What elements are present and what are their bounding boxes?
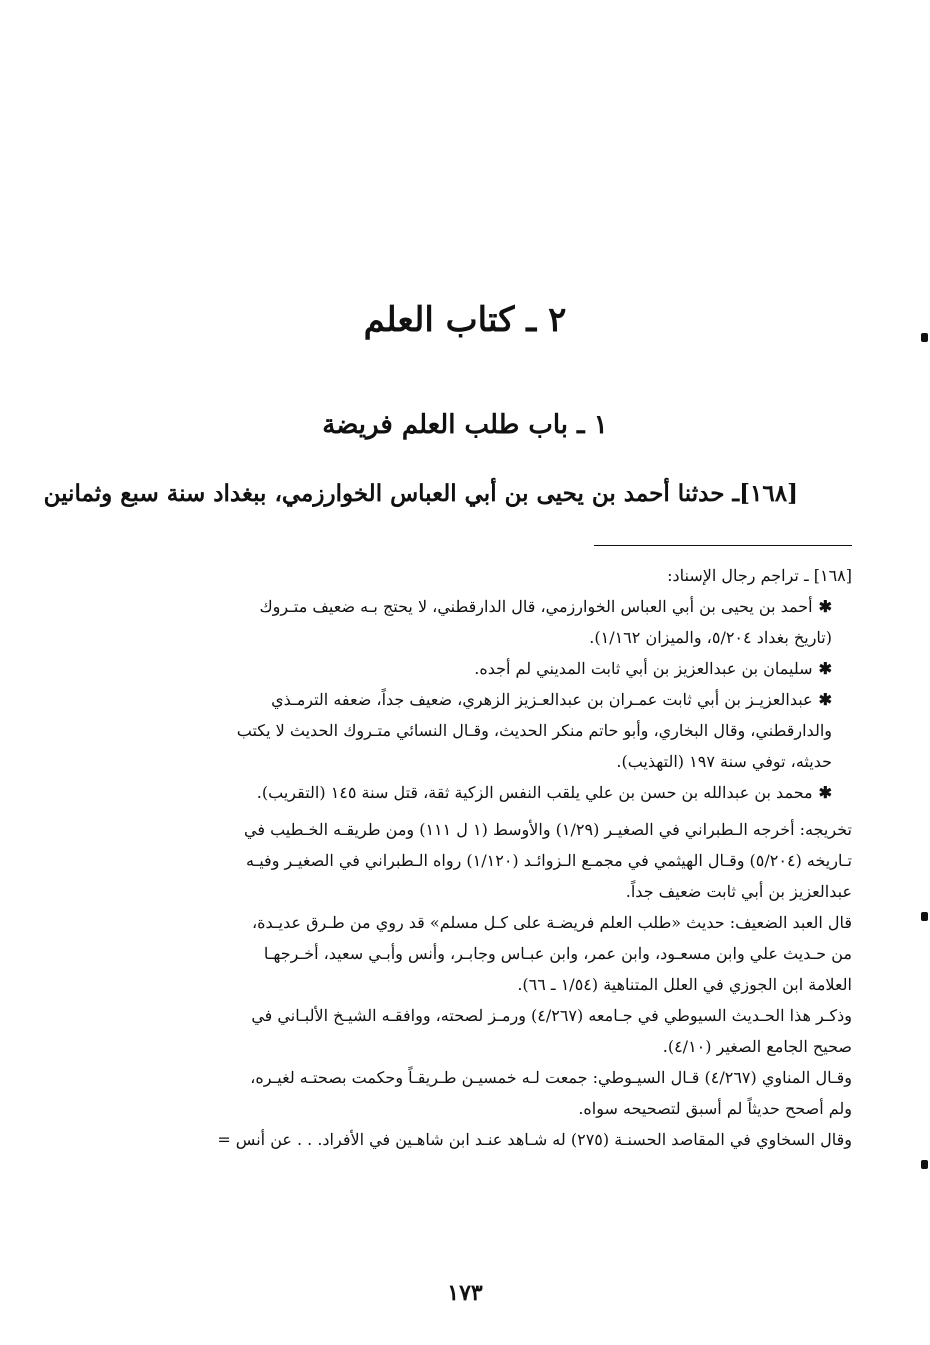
book-title: ٢ ـ كتاب العلم xyxy=(363,300,567,340)
commentary-line: وقـال المناوي (٤/٢٦٧) قـال السيـوطي: جمعت لـه خمسيـن طـريقـاً وحكمت بصحتـه لغيـره، xyxy=(250,1068,852,1087)
scan-edge-mark xyxy=(921,1160,928,1169)
commentary-line: العلامة ابن الجوزي في العلل المتناهية (١/٥٤ ـ ٦٦). xyxy=(517,975,852,994)
hadith-text: [١٦٨]ـ حدثنا أحمد بن يحيى بن أبي العباس الخوارزمي، ببغداد سنة سبع وثمانين xyxy=(43,480,798,507)
commentary-paragraph xyxy=(52,1000,852,1062)
narrator-entry xyxy=(52,653,852,684)
asterisk-icon: ✱ xyxy=(818,597,832,616)
commentary-line: وذكـر هذا الحـديث السيوطي في جـامعه (٤/٢٦٧) ورمـز لصحته، ووافقـه الشيـخ الألبـاني في xyxy=(251,1006,852,1025)
asterisk-icon: ✱ xyxy=(818,783,832,802)
footnote-heading: [١٦٨] ـ تراجم رجال الإسناد: xyxy=(667,566,852,585)
narrator-line: حديثه، توفي سنة ١٩٧ (التهذيب). xyxy=(616,752,832,771)
takhrij-paragraph xyxy=(52,814,852,907)
commentary-paragraph xyxy=(52,907,852,1000)
takhrij-line: تخريجه: أخرجه الـطبراني في الصغيـر (١/٢٩) والأوسط (١ ل ١١١) ومن طريقـه الخـطيب في xyxy=(244,820,852,839)
narrator-line: (تاريخ بغداد ٥/٢٠٤، والميزان ١/١٦٢). xyxy=(589,628,832,647)
asterisk-icon: ✱ xyxy=(818,690,832,709)
footnote-divider xyxy=(594,545,852,546)
commentary-line: من حـديث علي وابن مسعـود، وابن عمر، وابن عبـاس وجابـر، وأنس وأبـي سعيد، أخـرجهـا xyxy=(263,944,852,963)
commentary-line: وقال السخاوي في المقاصد الحسنـة (٢٧٥) له شـاهد عنـد ابن شاهـين في الأفراد. . . عن أنس = xyxy=(217,1130,852,1149)
commentary-line: قال العبد الضعيف: حديث «طلب العلم فريضـة على كـل مسلم» قد روي من طـرق عديـدة، xyxy=(252,913,852,932)
commentary-paragraph xyxy=(52,1124,852,1155)
commentary-line: صحيح الجامع الصغير (٤/١٠). xyxy=(662,1037,852,1056)
page-number: ١٧٣ xyxy=(447,1280,483,1306)
narrator-entry xyxy=(52,591,852,653)
narrator-line: محمد بن عبدالله بن حسن بن علي يلقب النفس الزكية ثقة، قتل سنة ١٤٥ (التقريب). xyxy=(256,783,813,802)
takhrij-line: تـاريخه (٥/٢٠٤) وقـال الهيثمي في مجمـع الـزوائـد (١/١٢٠) رواه الـطبراني في الصغيـر وفيـه xyxy=(245,851,852,870)
footnotes xyxy=(52,560,852,1155)
narrator-line: سليمان بن عبدالعزيز بن أبي ثابت المديني لم أجده. xyxy=(474,659,813,678)
narrator-line: عبدالعزيـز بن أبي ثابت عمـران بن عبدالعـزيز الزهري، ضعيف جداً، ضعفه الترمـذي xyxy=(271,690,813,709)
chapter-title: ١ ـ باب طلب العلم فريضة xyxy=(322,410,608,440)
narrator-entry xyxy=(52,684,852,777)
narrator-line: والدارقطني، وقال البخاري، وأبو حاتم منكر الحديث، وقـال النسائي متـروك الحديث لا يكتب xyxy=(236,721,832,740)
takhrij-line: عبدالعزيز بن أبي ثابت ضعيف جداً. xyxy=(625,882,852,901)
narrator-line: أحمد بن يحيى بن أبي العباس الخوارزمي، قال الدارقطني، لا يحتج بـه ضعيف متـروك xyxy=(259,597,813,616)
scan-edge-mark xyxy=(921,333,928,342)
scan-edge-mark xyxy=(921,912,928,921)
commentary-line: ولم أصحح حديثاً لم أسبق لتصحيحه سواه. xyxy=(578,1099,852,1118)
commentary-paragraph xyxy=(52,1062,852,1124)
asterisk-icon: ✱ xyxy=(818,659,832,678)
narrator-entry xyxy=(52,777,852,808)
